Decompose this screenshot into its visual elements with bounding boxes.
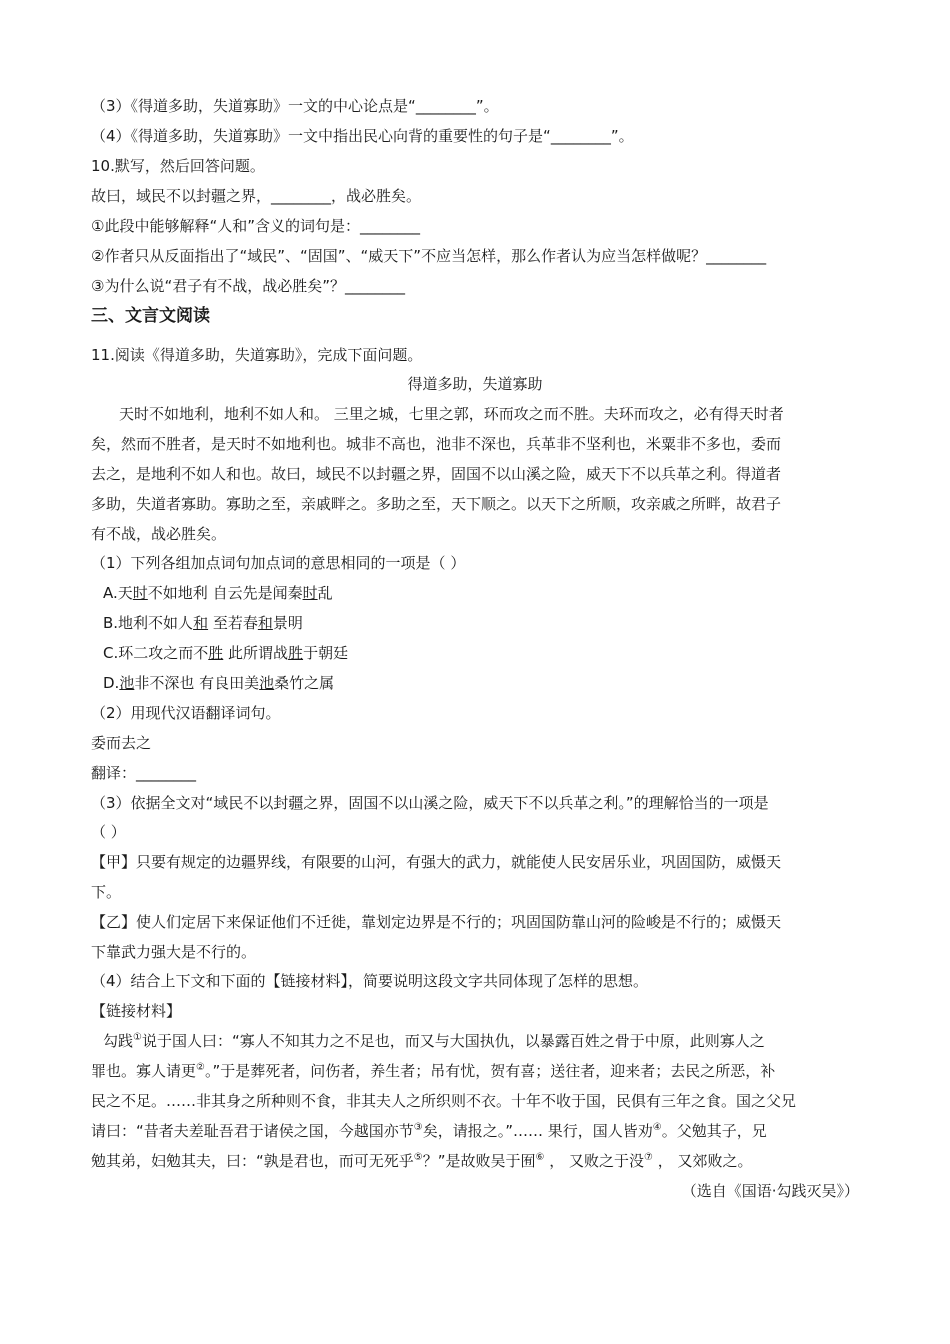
option-d: D.池非不深也 有良田美池桑竹之属 — [103, 674, 335, 692]
question-9-4: （4）《得道多助，失道寡助》一文中指出民心向背的重要性的句子是“________”。 — [91, 127, 634, 145]
passage-line: 多助，失道者寡助。寡助之至，亲戚畔之。多助之至，天下顺之。以天下之所顺，攻亲戚之所畔，故君子 — [91, 495, 782, 513]
link-line: 民之不足。……非其身之所种则不食，非其夫人之所织则不衣。十年不收于国，民俱有三年之食。国之父兄 — [91, 1092, 797, 1110]
link-line: 请曰：“昔者夫差耻吾君于诸侯之国，今越国亦节③矣，请报之。”…… 果行，国人皆劝④。父勉其子，兄 — [91, 1122, 767, 1140]
source-citation: （选自《国语·勾践灭吴》） — [681, 1182, 859, 1200]
passage-line: 矣，然而不胜者，是天时不如地利也。城非不高也，池非不深也，兵革非不坚利也，米粟非不多也，委而 — [91, 435, 782, 453]
option-b: B.地利不如人和 至若春和景明 — [103, 614, 303, 632]
subquestion-3-paren: （ ） — [91, 823, 126, 841]
option-jia-cont: 下。 — [91, 883, 122, 901]
question-10-1: ①此段中能够解释“人和”含义的词句是：________ — [91, 217, 420, 235]
subquestion-2: （2）用现代汉语翻译词句。 — [91, 704, 281, 722]
option-yi: 【乙】使人们定居下来保证他们不迁徙，靠划定边界是不行的；巩固国防靠山河的险峻是不行的；威慑天 — [91, 913, 782, 931]
question-11: 11.阅读《得道多助，失道寡助》，完成下面问题。 — [91, 346, 423, 364]
subquestion-4: （4）结合上下文和下面的【链接材料】，简要说明这段文字共同体现了怎样的思想。 — [91, 972, 649, 990]
link-line: 勉其弟，妇勉其夫，曰：“孰是君也，而可无死乎⑤？”是故败吴于囿⑥ ， 又败之于没⑦ ， 又郊败之。 — [91, 1152, 753, 1170]
subquestion-1: （1）下列各组加点词句加点词的意思相同的一项是（ ） — [91, 554, 466, 572]
passage-title: 得道多助，失道寡助 — [407, 375, 543, 393]
link-material-label: 【链接材料】 — [91, 1002, 182, 1020]
passage-line: 天时不如地利，地利不如人和。 三里之城，七里之郭，环而攻之而不胜。夫环而攻之，必有得天时者 — [119, 405, 784, 423]
section-heading: 三、文言文阅读 — [91, 306, 210, 326]
link-line: 罪也。寡人请更②。”于是葬死者，问伤者，养生者；吊有忧，贺有喜；送往者，迎来者；去民之所恶，补 — [91, 1062, 776, 1080]
link-line: 勾践①说于国人曰：“寡人不知其力之不足也，而又与大国执仇，以暴露百姓之骨于中原，此则寡人之 — [103, 1032, 765, 1050]
question-10-2: ②作者只从反面指出了“域民”、“固国”、“威天下”不应当怎样，那么作者认为应当怎样做呢？________ — [91, 247, 767, 265]
translate-answer: 翻译：________ — [91, 764, 197, 782]
question-9-3: （3）《得道多助，失道寡助》一文的中心论点是“________”。 — [91, 97, 499, 115]
passage-line: 有不战，战必胜矣。 — [91, 525, 227, 543]
question-10: 10.默写，然后回答问题。 — [91, 157, 265, 175]
question-10-text: 故曰，域民不以封疆之界，________，战必胜矣。 — [91, 187, 422, 205]
subquestion-3: （3）依据全文对“域民不以封疆之界，固国不以山溪之险，威天下不以兵革之利。”的理解恰当的一项是 — [91, 794, 769, 812]
translate-phrase: 委而去之 — [91, 734, 152, 752]
option-yi-cont: 下靠武力强大是不行的。 — [91, 943, 257, 961]
passage-line: 去之，是地利不如人和也。故曰，域民不以封疆之界，固国不以山溪之险，威天下不以兵革之利。得道者 — [91, 465, 782, 483]
option-jia: 【甲】只要有规定的边疆界线，有限要的山河，有强大的武力，就能使人民安居乐业，巩固国防，威慑天 — [91, 853, 782, 871]
option-a: A.天时不如地利 自云先是闻秦时乱 — [103, 584, 333, 602]
question-10-3: ③为什么说“君子有不战，战必胜矣”？________ — [91, 277, 405, 295]
option-c: C.环二攻之而不胜 此所谓战胜于朝廷 — [103, 644, 349, 662]
